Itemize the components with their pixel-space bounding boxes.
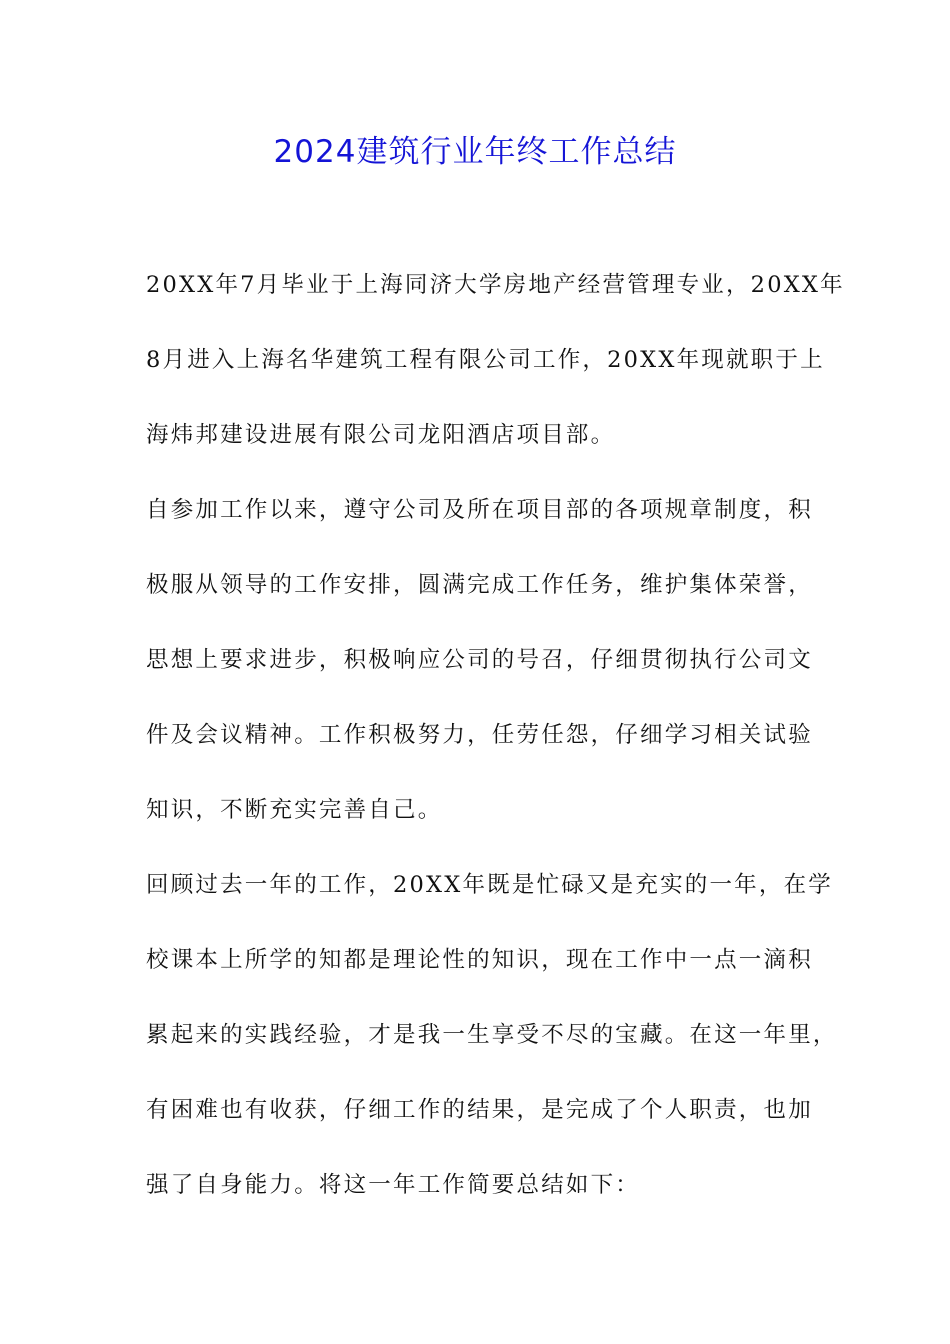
document-body	[146, 262, 845, 1237]
body-line: 回顾过去一年的工作，20XX年既是忙碌又是充实的一年，在学	[146, 872, 833, 898]
body-line: 知识，不断充实完善自己。	[146, 797, 443, 823]
document-title: 2024建筑行业年终工作总结	[273, 134, 677, 170]
body-line: 校课本上所学的知都是理论性的知识，现在工作中一点一滴积	[146, 947, 813, 973]
body-line: 件及会议精神。工作积极努力，任劳任怨，仔细学习相关试验	[146, 722, 813, 748]
body-line: 20XX年7月毕业于上海同济大学房地产经营管理专业，20XX年	[146, 272, 845, 298]
body-line: 思想上要求进步，积极响应公司的号召，仔细贯彻执行公司文	[146, 647, 813, 673]
body-line: 8月进入上海名华建筑工程有限公司工作，20XX年现就职于上	[146, 347, 825, 373]
body-line: 强了自身能力。将这一年工作简要总结如下：	[146, 1172, 641, 1198]
body-line: 自参加工作以来，遵守公司及所在项目部的各项规章制度，积	[146, 497, 813, 523]
body-line: 累起来的实践经验，才是我一生享受不尽的宝藏。在这一年里，	[146, 1022, 838, 1048]
body-line: 有困难也有收获，仔细工作的结果，是完成了个人职责，也加	[146, 1097, 813, 1123]
body-line: 极服从领导的工作安排，圆满完成工作任务，维护集体荣誉，	[146, 572, 813, 598]
body-line: 海炜邦建设进展有限公司龙阳酒店项目部。	[146, 422, 616, 448]
